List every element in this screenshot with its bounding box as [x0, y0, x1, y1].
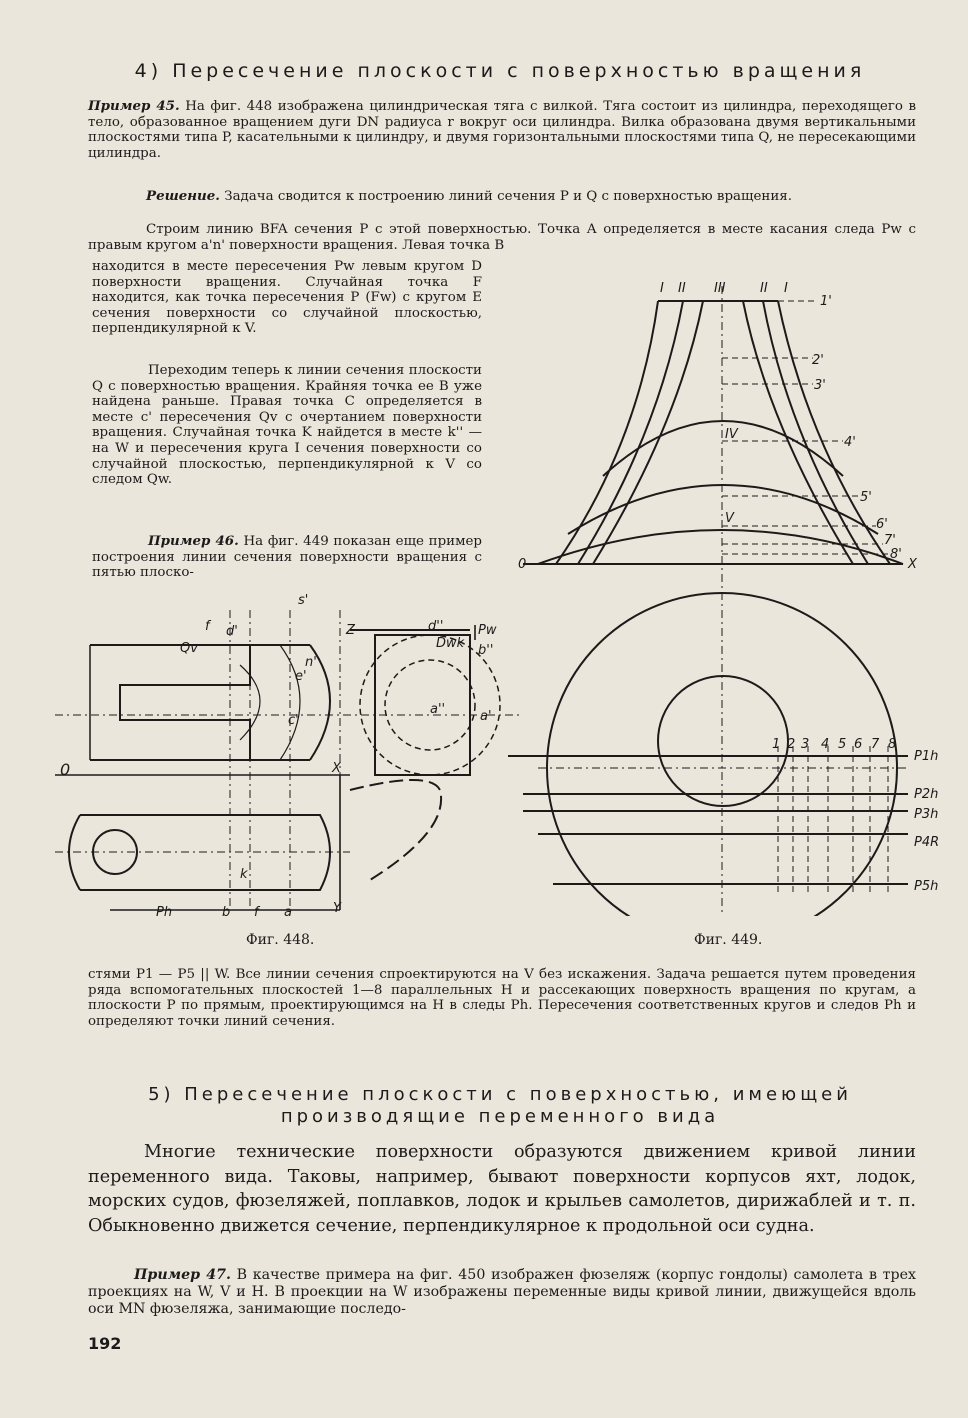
paragraph-variable-surfaces: Многие технические поверхности образуются движением кривой линии переменного вида. Таковы, например, бывают поверхности корпусов яхт, лодок, морских судов, фюзеляжей, поплавков, лодок и крыльев самолетов, дирижаблей и т. п. Обыкновенно движется сечение, перпендикулярное к продольной оси судна. — [88, 1142, 916, 1236]
fig449-label-x: X — [908, 557, 917, 572]
fig449-label-1p: 1' — [820, 294, 832, 309]
fig448-label-dwk: Dwk — [436, 636, 465, 651]
fig449-num-5: 5 — [838, 737, 847, 752]
fig449-trace-p4r: P4R — [914, 835, 940, 850]
example-46-paragraph — [92, 534, 482, 581]
fig448-label-k: k — [240, 867, 248, 882]
fig448-label-z: Z — [346, 623, 355, 638]
example-45-paragraph — [88, 99, 916, 161]
fig449-num-8: 8 — [888, 737, 897, 752]
figure-448-caption: Фиг. 448. — [246, 932, 315, 948]
solution-paragraph — [88, 189, 916, 205]
paragraph-bfa: Строим линию BFA сечения P с этой поверхностью. Точка A определяется в месте касания следа Pw с правым кругом a'n' поверхности вращения. Левая точка B — [88, 222, 916, 253]
fig449-label-v: V — [725, 511, 734, 526]
fig448-label-d2: d'' — [428, 619, 444, 634]
fig449-num-1: 1 — [772, 737, 781, 752]
figure-449-caption: Фиг. 449. — [694, 932, 763, 948]
fig448-label-y: Y — [333, 901, 341, 916]
fig449-trace-p3h: P3h — [914, 807, 939, 822]
fig448-label-c: c' — [288, 713, 299, 728]
fig448-label-a-bottom: a — [284, 905, 292, 920]
figure-449-drawing — [508, 276, 948, 916]
example-47-label: Пример 47. — [134, 1267, 231, 1283]
fig449-label-iv: IV — [725, 427, 738, 442]
figure-448-drawing — [50, 590, 520, 930]
fig448-label-x: X — [332, 761, 341, 776]
fig448-label-pw: Pw — [478, 623, 497, 638]
fig448-label-ph: Ph — [156, 905, 173, 920]
fig449-label-8p: 8' — [890, 547, 902, 562]
left-column-paragraph-1: находится в месте пересечения Pw левым кругом D поверхности вращения. Случайная точка F находится, как точка пересечения P (Fw) с кругом E сечения поверхности со случайной плоскостью, перпендикулярной к V. — [92, 259, 482, 337]
fig448-label-qv: Qv — [180, 641, 198, 656]
fig449-num-3: 3 — [801, 737, 810, 752]
fig449-trace-p1h: P1h — [914, 749, 939, 764]
example-46-text: На фиг. 449 показан еще пример построения линии сечения поверхности вращения с пятью плоско- — [92, 534, 482, 581]
fig448-label-f-bottom: f — [254, 905, 259, 920]
fig448-label-a2: a'' — [430, 702, 446, 717]
fig448-label-origin: 0 — [60, 760, 71, 779]
fig449-label-5p: 5' — [860, 490, 872, 505]
fig449-num-4: 4 — [821, 737, 830, 752]
section-heading-4: 4) Пересечение плоскости с поверхностью вращения — [134, 60, 866, 82]
paragraph-after-figures: стями P1 — P5 || W. Все линии сечения спроектируются на V без искажения. Задача решается путем проведения ряда вспомогательных плоскостей 1—8 параллельных H и рассекающих поверхность вращения по кругам, а плоскости P по прямым, проектирующимся на H в следы Ph. Пересечения соответственных кругов и следов Ph и определяют точки линий сечения. — [88, 967, 916, 1029]
fig448-label-d: d' — [226, 624, 238, 639]
fig449-num-2: 2 — [787, 737, 796, 752]
fig448-label-e: e' — [295, 669, 307, 684]
fig449-num-6: 6 — [854, 737, 863, 752]
example-46-label: Пример 46. — [148, 533, 239, 549]
fig449-label-3p: 3' — [814, 378, 826, 393]
fig448-label-n: n' — [305, 655, 317, 670]
solution-text: Задача сводится к построению линий сечения P и Q с поверхностью вращения. — [224, 189, 792, 204]
example-45-text: На фиг. 448 изображена цилиндрическая тяга с вилкой. Тяга состоит из цилиндра, переходящего в тело, образованное вращением дуги DN радиуса r вокруг оси цилиндра. Вилка образована двумя вертикальными плоскостями типа P, касательными к цилиндру, и двумя горизонтальными плоскостями типа Q, не пересекающими цилиндра. — [88, 99, 917, 161]
fig449-label-origin: 0 — [518, 557, 527, 572]
fig449-num-7: 7 — [871, 737, 880, 752]
page-number: 192 — [88, 1334, 122, 1353]
left-column-paragraph-2: Переходим теперь к линии сечения плоскости Q с поверхностью вращения. Крайняя точка ее B уже найдена раньше. Правая точка C определяется в месте c' пересечения Qv с очертанием поверхности вращения. Случайная точка K найдется в месте k'' — на W и пересечения круга I сечения поверхности со случайной плоскостью, перпендикулярной к V со следом Qw. — [92, 363, 482, 488]
fig448-label-f: f — [205, 619, 210, 634]
fig448-label-b-bottom: b — [222, 905, 231, 920]
example-47-text: В качестве примера на фиг. 450 изображен фюзеляж (корпус гондолы) самолета в трех проекциях на W, V и H. В проекции на W изображены переменные виды кривой линии, движущейся вдоль оси MN фюзеляжа, занимающие последо- — [88, 1267, 916, 1317]
fig449-label-ii-right: II — [760, 281, 768, 296]
fig449-trace-p2h: P2h — [914, 787, 939, 802]
fig448-label-b: b'' — [478, 643, 494, 658]
fig449-label-iii: III — [714, 281, 726, 296]
fig449-label-7p: 7' — [884, 533, 896, 548]
fig449-label-i-left: I — [660, 281, 664, 296]
fig449-label-ii-left: II — [678, 281, 686, 296]
fig449-label-6p: 6' — [876, 517, 888, 532]
section-heading-5-line-2: производящие переменного вида — [280, 1106, 720, 1127]
fig449-trace-p5h: P5h — [914, 879, 939, 894]
example-45-label: Пример 45. — [88, 98, 180, 114]
example-47-paragraph — [88, 1267, 916, 1318]
fig448-label-a1: a' — [480, 709, 492, 724]
fig449-label-2p: 2' — [812, 353, 824, 368]
section-heading-5-line-1: 5) Пересечение плоскости с поверхностью, имеющей — [148, 1084, 852, 1105]
fig449-label-i-right: I — [784, 281, 788, 296]
fig448-label-s: s' — [298, 593, 309, 608]
fig449-label-4p: 4' — [844, 435, 856, 450]
solution-label: Решение. — [146, 188, 220, 204]
